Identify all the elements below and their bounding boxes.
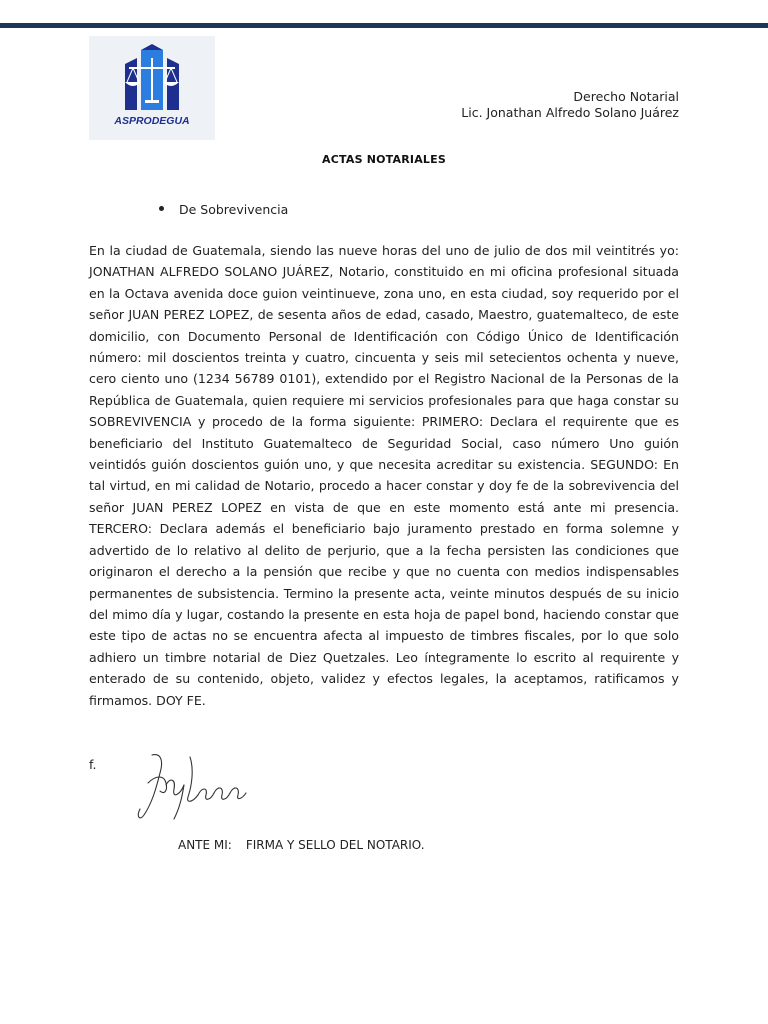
document-header [461,89,679,121]
bullet-label: De Sobrevivencia [179,202,289,217]
bullet-dot-icon [159,206,164,211]
asprodegua-logo [89,36,215,140]
firma-sello-label: FIRMA Y SELLO DEL NOTARIO. [245,838,425,852]
svg-text:ASPRODEGUA: ASPRODEGUA [114,115,190,127]
course-name: Derecho Notarial [573,89,679,104]
ante-mi-label: ANTE MI: [178,838,232,852]
act-body-paragraph: En la ciudad de Guatemala, siendo las nueve horas del uno de julio de dos mil veintitrés yo: JONATHAN ALFREDO SOLANO JUÁREZ, Notario, constituido en mi oficina profesional situada en la Octava avenida doce guion veintinueve, zona uno, en esta ciudad, soy requerido por el señor JUAN PEREZ LOPEZ, de sesenta años de edad, casado, Maestro, guatemalteco, de este domicilio, con Documento Personal de Identificación con Código Único de Identificación número: mil doscientos treinta y cuatro, cincuenta y seis mil setecientos ochenta y nueve, cero ciento uno (1234 56789 0101), extendido por el Registro Nacional de la Personas de la República de Guatemala, quien requiere mi servicios profesionales para que haga constar su SOBREVIVENCIA y procedo de la forma siguiente: PRIMERO: Declara el requirente que es beneficiario del Instituto Guatemalteco de Seguridad Social, caso número Uno guión veintidós guión doscientos guión uno, y que necesita acreditar su existencia. SEGUNDO: En tal virtud, en mi calidad de Notario, procedo a hacer constar y doy fe de la sobrevivencia del señor JUAN PEREZ LOPEZ en vista de que en este momento está ante mi presencia. TERCERO: Declara además el beneficiario bajo juramento prestado en forma solemne y advertido de lo relativo al delito de perjurio, que a la fecha persisten las condiciones que originaron el derecho a la pensión que recibe y que no cuenta con medios indispensables permanentes de subsistencia. Termino la presente acta, veinte minutos después de su inicio del mimo día y lugar, costando la presente en esta hoja de papel bond, haciendo constar que este tipo de actas no se encuentra afecta al impuesto de timbres fiscales, por lo que solo adhiero un timbre notarial de Diez Quetzales. Leo íntegramente lo escrito al requirente y enterado de su contenido, objeto, validez y efectos legales, la aceptamos, ratificamos y firmamos. DOY FE. [89,243,679,708]
bullet-item [159,202,288,217]
top-rule [0,23,768,28]
signature-label: f. [89,757,97,772]
handwritten-signature [130,745,250,825]
notary-signature-footer [178,838,425,852]
scales-of-justice-icon [89,36,215,140]
page-title: ACTAS NOTARIALES [322,153,446,166]
author-name: Lic. Jonathan Alfredo Solano Juárez [461,105,679,120]
